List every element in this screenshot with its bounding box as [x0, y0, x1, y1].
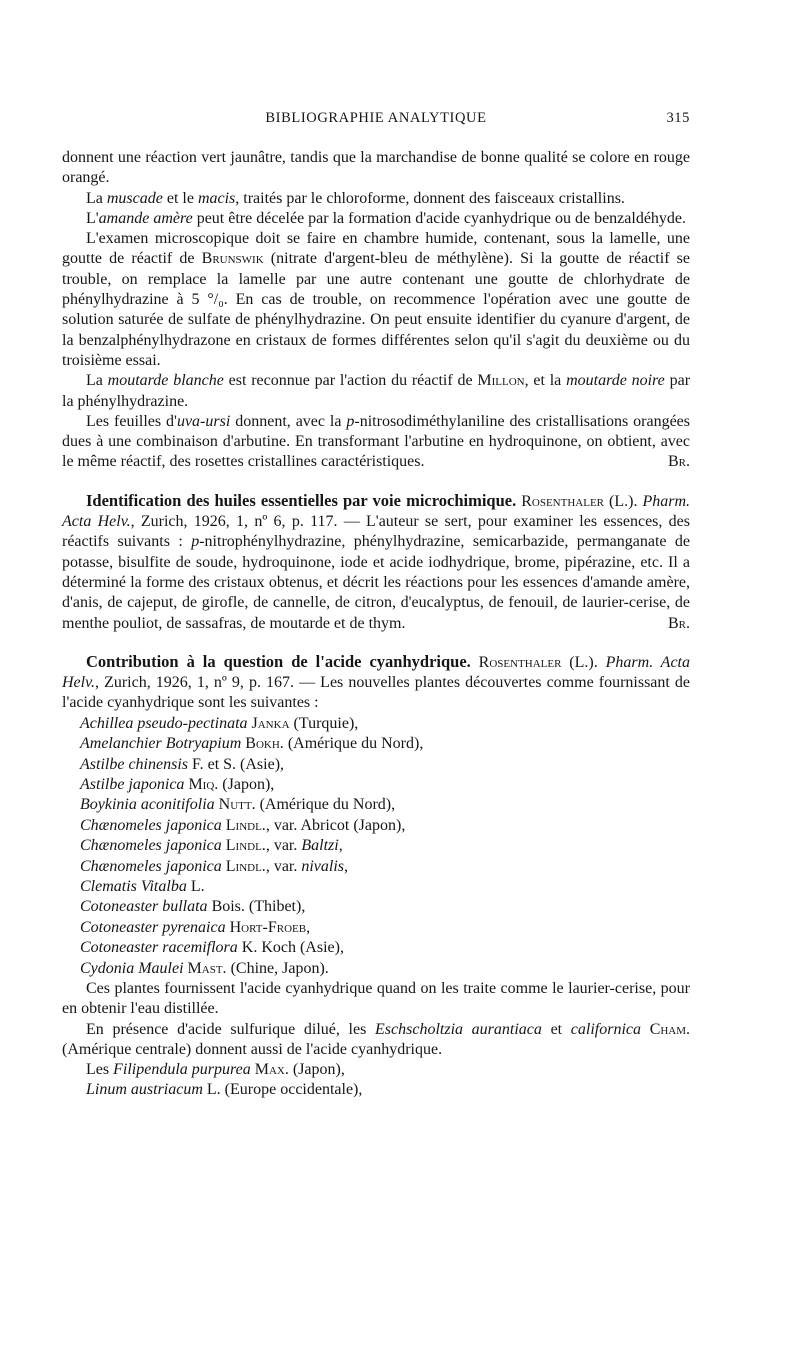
- paragraph: La moutarde blanche est reconnue par l'action du réactif de Millon, et la moutarde noire par la phénylhydrazine.: [62, 372, 691, 410]
- paragraph: L'amande amère peut être décelée par la formation d'acide cyanhydrique ou de benzaldéhyde.: [86, 209, 687, 227]
- list-item: Astilbe chinensis F. et S. (Asie),: [80, 755, 285, 773]
- article-title: Identification des huiles essentielles par voie microchimique.: [86, 490, 517, 510]
- journal-name: Pharm. Acta Helv.: [62, 492, 691, 531]
- running-header: [62, 110, 690, 132]
- list-item: Chænomeles japonica Lindl., var. nivalis,: [80, 857, 349, 875]
- list-item: Amelanchier Botryapium Bokh. (Amérique du Nord),: [80, 735, 424, 753]
- list-item: Cotoneaster racemiflora K. Koch (Asie),: [80, 939, 344, 957]
- paragraph: Linum austriacum L. (Europe occidentale),: [86, 1081, 363, 1099]
- paragraph: Ces plantes fournissent l'acide cyanhydrique quand on les traite comme le laurier-cerise, pour en obtenir l'eau distillée.: [62, 980, 690, 1018]
- list-item: Chænomeles japonica Lindl., var. Baltzi,: [80, 837, 343, 855]
- paragraph: L'examen microscopique doit se faire en chambre humide, contenant, sous la lamelle, une goutte de réactif de Brunswik (nitrate d'argent-bleu de méthylène). Si la goutte de réactif se trouble, on remplace la lamelle par une autre contenant une goutte de chlorhydrate de phénylhydrazine à 5 °/₀. En cas de trouble, on recommence l'opération avec une goutte de solution saturée de sulfate de phénylhydrazine. On peut ensuite identifier du cyanure d'argent, de la benzalphénylhydrazone en cristaux de formes différentes selon qu'il s'agit du deuxième ou du troisième essai.: [62, 230, 691, 369]
- article-entry: Contribution à la question de l'acide cyanhydrique. Rosenthaler (L.). Pharm. Acta Helv., Zurich, 1926, 1, nº 9, p. 167. — Les nouvelles plantes découvertes comme fournissant de l'acide cyanhydrique sont les suivantes :: [62, 651, 690, 712]
- paragraph: donnent une réaction vert jaunâtre, tandis que la marchandise de bonne qualité se colore en rouge orangé.: [62, 149, 690, 187]
- paragraph: Les feuilles d'uva-ursi donnent, avec la p-nitrosodiméthylaniline des cristallisations orangées dues à une combinaison d'arbutine. En transformant l'arbutine en hydroquinone, on obtient, avec le même réactif, des rosettes cristallines caractéristiques. Br.: [62, 412, 690, 473]
- running-title: BIBLIOGRAPHIE ANALYTIQUE: [265, 110, 487, 126]
- list-item: Boykinia aconitifolia Nutt. (Amérique du Nord),: [80, 796, 396, 814]
- plant-list: [62, 714, 690, 979]
- list-item: Cotoneaster bullata Bois. (Thibet),: [80, 898, 306, 916]
- list-item: Clematis Vitalba L.: [80, 877, 205, 895]
- journal-name: Pharm. Acta Helv.: [62, 653, 690, 692]
- article-title: Contribution à la question de l'acide cyanhydrique.: [86, 651, 471, 671]
- article-author: Rosenthaler (L.).: [521, 492, 638, 510]
- paragraph: La muscade et le macis, traités par le chloroforme, donnent des faisceaux cristallins.: [86, 189, 625, 207]
- page-body: [62, 148, 690, 1101]
- page-number: 315: [666, 110, 690, 126]
- article-author: Rosenthaler (L.).: [478, 653, 598, 671]
- article-entry: Identification des huiles essentielles par voie microchimique. Rosenthaler (L.). Pharm. Acta Helv., Zurich, 1926, 1, nº 6, p. 117. — L'auteur se sert, pour examiner les essences, des réactifs suivants : p-nitrophénylhydrazine, phénylhydrazine, semicarbazide, permanganate de potasse, bisulfite de soude, hydroquinone, iode et acide iodhydrique, brome, pipérazine, etc. Il a déterminé la forme des cristaux obtenus, et décrit les réactions pour les essences d'amande amère, d'anis, de cajeput, de girofle, de cannelle, de citron, d'eucalyptus, de fenouil, de laurier-cerise, de menthe pouliot, de sassafras, de moutarde et de thym. Br.: [62, 491, 690, 634]
- list-item: Achillea pseudo-pectinata Janka (Turquie),: [80, 714, 359, 732]
- signature: Br.: [667, 453, 690, 471]
- signature: Br.: [667, 614, 690, 632]
- list-item: Cydonia Maulei Mast. (Chine, Japon).: [80, 959, 329, 977]
- list-item: Chænomeles japonica Lindl., var. Abricot (Japon),: [80, 816, 406, 834]
- paragraph: En présence d'acide sulfurique dilué, les Eschscholtzia aurantiaca et californica Cham. (Amérique centrale) donnent aussi de l'acide cyanhydrique.: [62, 1020, 691, 1058]
- paragraph: Les Filipendula purpurea Max. (Japon),: [86, 1061, 345, 1079]
- list-item: Astilbe japonica Miq. (Japon),: [80, 775, 275, 793]
- list-item: Cotoneaster pyrenaica Hort-Froeb,: [80, 918, 311, 936]
